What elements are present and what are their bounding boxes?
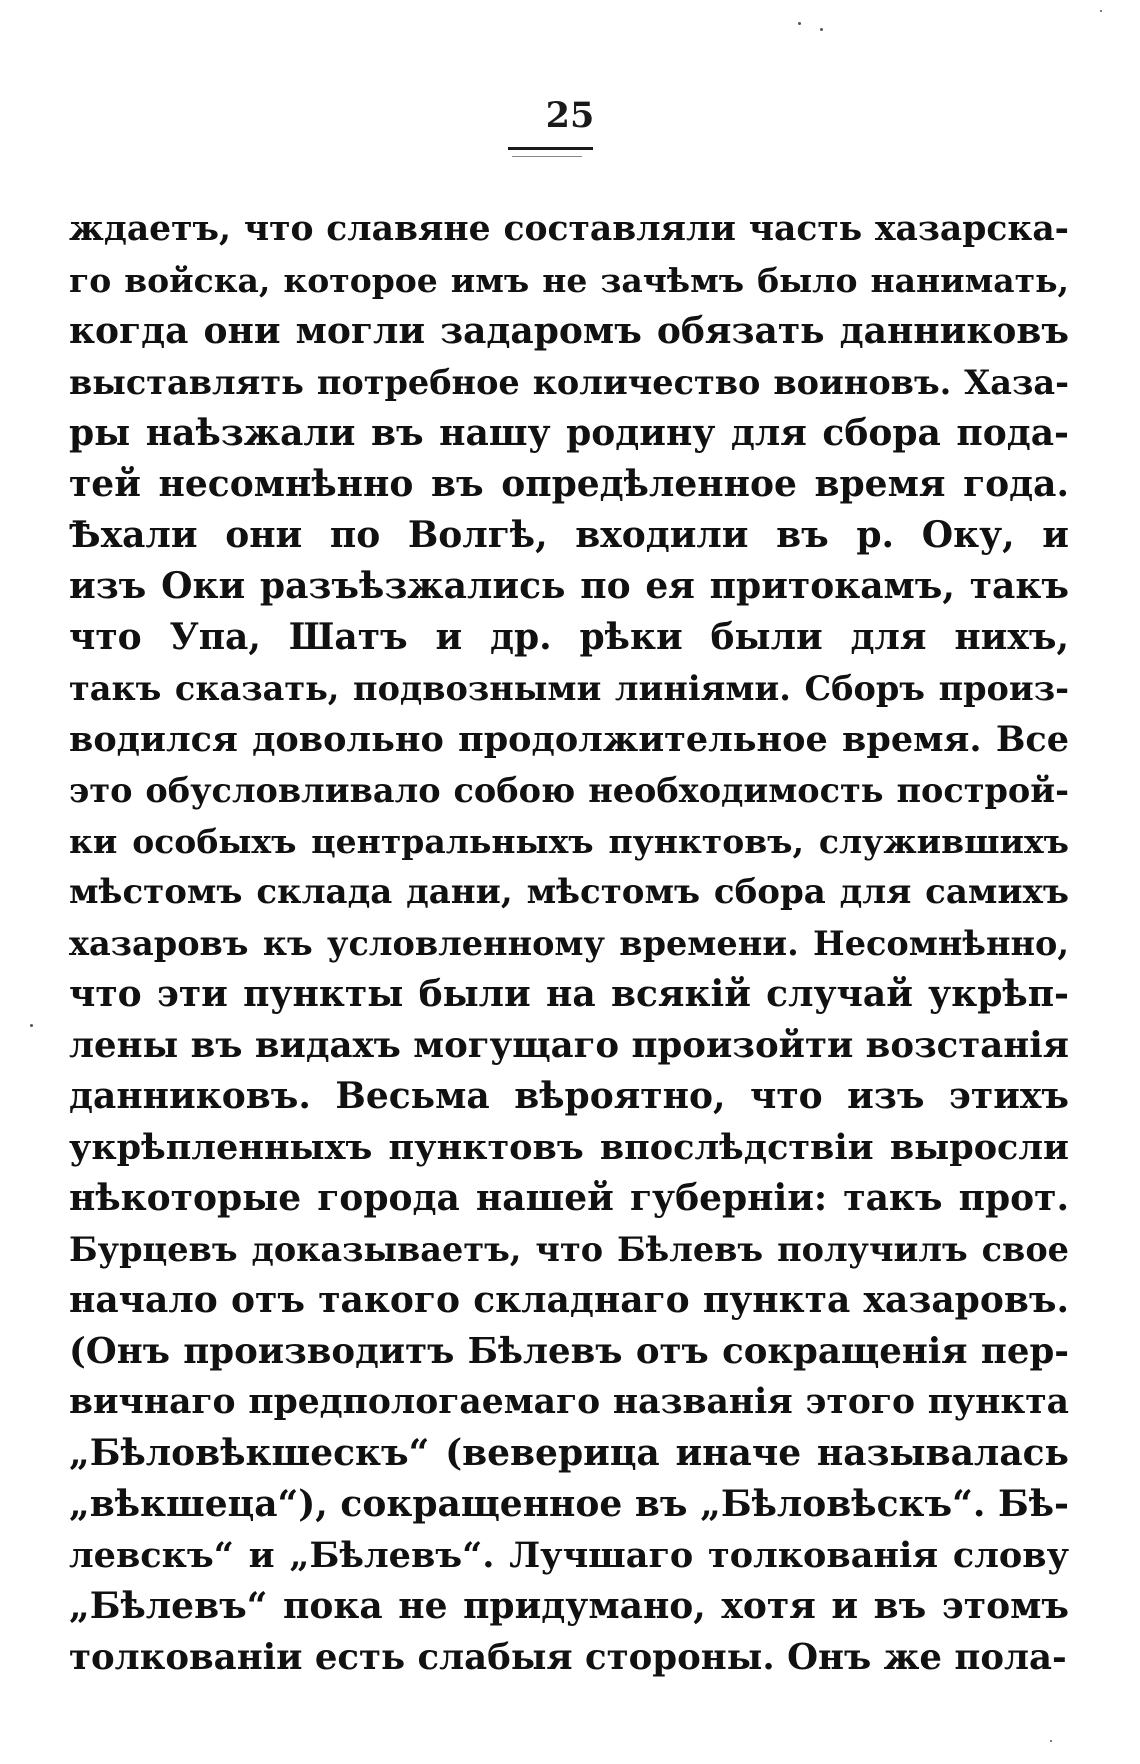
text-line: нѣкоторые города нашей губерніи: такъ прот. — [69, 1177, 1069, 1219]
page-number-underline — [508, 147, 593, 150]
text-line: Ѣхали они по Волгѣ, входили въ р. Оку, и — [69, 514, 1069, 556]
text-line: ждаетъ, что славяне составляли часть хазарска- — [69, 209, 1069, 249]
text-line: изъ Оки разъѣзжались по ея притокамъ, такъ — [69, 565, 1069, 607]
text-line: водился довольно продолжительное время. Все — [69, 719, 1069, 760]
text-line: хазаровъ къ условленному времени. Несомнѣнно, — [69, 924, 1069, 963]
text-line: ры наѣзжали въ нашу родину для сбора пода- — [69, 412, 1069, 454]
print-speck — [820, 28, 823, 31]
text-line: ки особыхъ центральныхъ пунктовъ, служившихъ — [69, 822, 1069, 861]
text-line: го войска, которое имъ не зачѣмъ было нанимать, — [69, 261, 1069, 300]
text-line: что Упа, Шатъ и др. рѣки были для нихъ, — [69, 616, 1069, 658]
text-line: начало отъ такого складнаго пункта хазаровъ. — [69, 1279, 1069, 1321]
page-number-underline-thin — [512, 156, 582, 157]
text-line: укрѣпленныхъ пунктовъ впослѣдствіи выросли — [69, 1127, 1069, 1168]
text-line: когда они могли задаромъ обязать данниковъ — [69, 310, 1069, 352]
text-line: „вѣкшеца“), сокращенное въ „Бѣловѣскъ“. Бѣ- — [69, 1483, 1069, 1525]
text-line: что эти пункты были на всякій случай укрѣп- — [69, 973, 1069, 1015]
text-line: выставлять потребное количество воиновъ. Хаза- — [69, 363, 1069, 402]
text-line: это обусловливало собою необходимость построй- — [69, 771, 1069, 810]
text-line: данниковъ. Весьма вѣроятно, что изъ этихъ — [69, 1075, 1069, 1117]
print-speck — [1100, 10, 1102, 12]
text-line: „Бѣлевъ“ пока не придумано, хотя и въ этомъ — [69, 1585, 1069, 1627]
print-speck — [30, 1024, 33, 1027]
text-line: левскъ“ и „Бѣлевъ“. Лучшаго толкованія слову — [69, 1535, 1069, 1576]
text-line: мѣстомъ склада дани, мѣстомъ сбора для самихъ — [69, 872, 1069, 912]
text-line: Бурцевъ доказываетъ, что Бѣлевъ получилъ свое — [69, 1230, 1069, 1269]
page-number: 25 — [545, 95, 595, 136]
text-line: „Бѣловѣкшескъ“ (веверица иначе называлась — [69, 1432, 1069, 1474]
text-line: толкованіи есть слабыя стороны. Онъ же пола- — [69, 1637, 1067, 1678]
text-line: тей несомнѣнно въ опредѣленное время года. — [69, 463, 1069, 505]
body-text — [69, 204, 1069, 1683]
text-line: лены въ видахъ могущаго произойти возстанія — [69, 1025, 1069, 1066]
print-speck — [798, 22, 801, 25]
print-speck — [1050, 1740, 1052, 1742]
text-line: вичнаго предпологаемаго названія этого пункта — [69, 1382, 1069, 1422]
text-line: (Онъ производитъ Бѣлевъ отъ сокращенія пер- — [69, 1331, 1069, 1372]
text-line: такъ сказать, подвозными линіями. Сборъ произ- — [69, 669, 1069, 708]
